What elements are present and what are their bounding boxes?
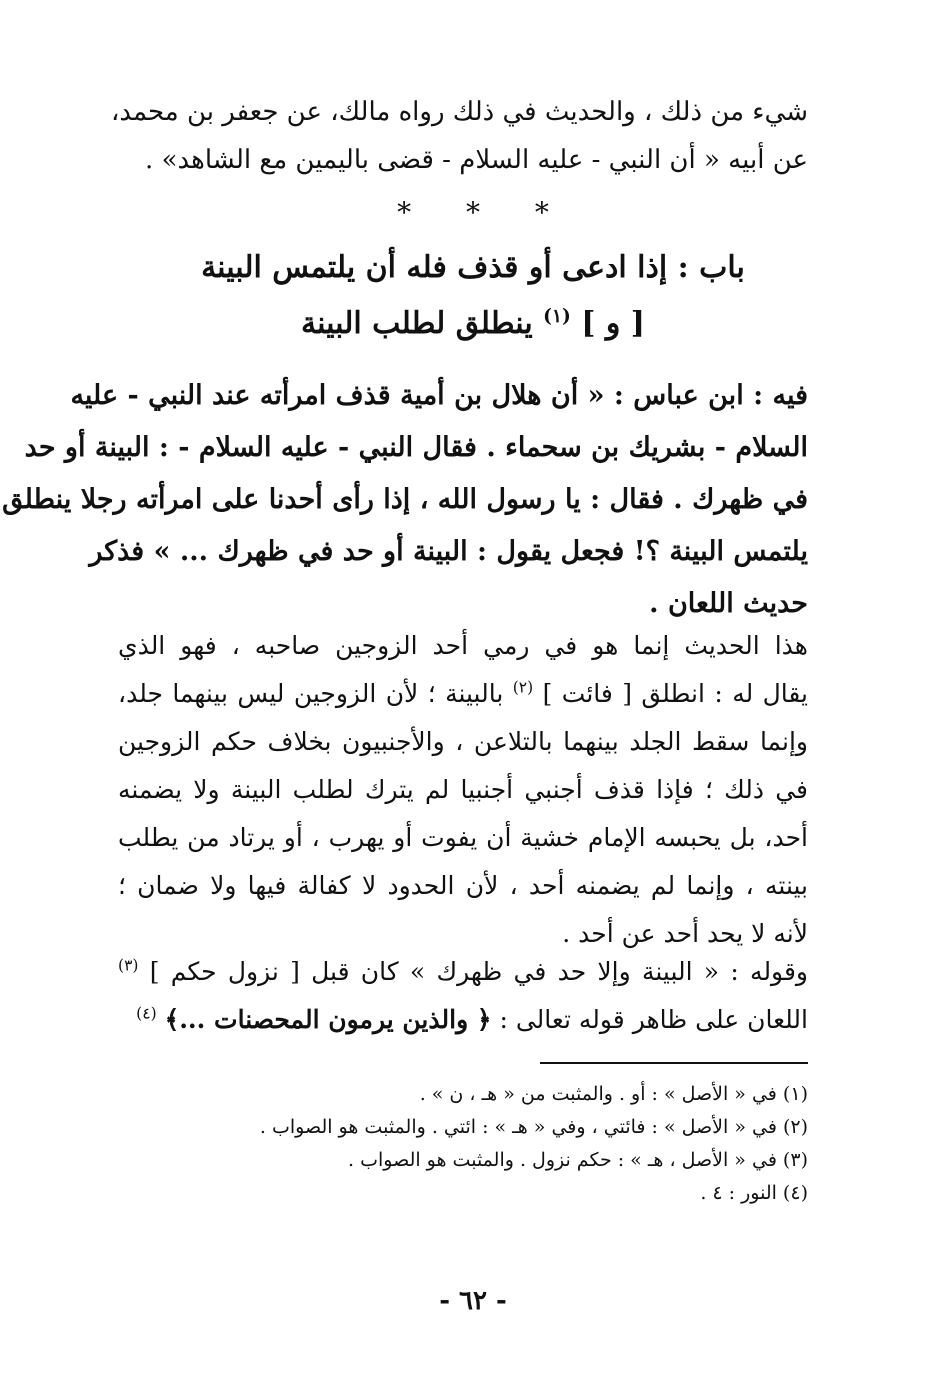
hadith-line-1: فيه : ابن عباس : « أن هلال بن أمية قذف امرأته عند النبي - عليه (70, 380, 808, 411)
comment-line-4: في ذلك ؛ فإذا قذف أجنبي أجنبيا لم يترك لطلب البينة ولا يضمنه (118, 775, 808, 804)
comment-line-5: أحد، بل يحبسه الإمام خشية أن يفوت أو يهرب ، أو يرتاد من يطلب (118, 823, 808, 852)
qawl-line-2-text: اللعان على ظاهر قوله تعالى : (499, 1005, 808, 1034)
heading-bracket: [ و ] (581, 306, 645, 341)
footnote-ref-3: (٣) (118, 956, 139, 975)
hadith-line-4: يلتمس البينة ؟! فجعل يقول : البينة أو حد في ظهرك ... » فذكر (89, 536, 808, 567)
qawl-paragraph (118, 948, 808, 1044)
hadith-line-2: السلام - بشريك بن سحماء . فقال النبي - عليه السلام - : البينة أو حد (24, 432, 808, 463)
section-separator: * * * (397, 196, 549, 229)
footnote-2: (٢) في « الأصل » : فائتي ، وفي « هـ » : ائتي . والمثبت هو الصواب . (259, 1116, 808, 1138)
quran-verse: ﴿ والذين يرمون المحصنات ...﴾ (164, 1005, 492, 1034)
intro-paragraph (110, 88, 808, 184)
page-number: - ٦٢ - (439, 1286, 507, 1316)
footnote-4: (٤) النور : ٤ . (700, 1182, 808, 1204)
hadith-line-5: حديث اللعان . (649, 588, 808, 619)
comment-line-7: لأنه لا يحد أحد عن أحد . (562, 919, 808, 948)
footnote-1: (١) في « الأصل » : أو . والمثبت من « هـ ، ن » . (419, 1083, 808, 1105)
qawl-line-2 (118, 996, 808, 1044)
hadith-line-3: في ظهرك . فقال : يا رسول الله ، إذا رأى أحدنا على امرأته رجلا ينطلق (2, 484, 808, 515)
footnotes (118, 1078, 808, 1210)
footnote-3: (٣) في « الأصل ، هـ » : حكم نزول . والمثبت هو الصواب . (348, 1149, 808, 1171)
qawl-line-1 (118, 948, 808, 996)
intro-line-1: شيء من ذلك ، والحديث في ذلك رواه مالك، عن جعفر بن محمد، (110, 97, 808, 127)
comment-line-6: بينته ، وإنما لم يضمنه أحد ، لأن الحدود لا كفالة فيها ولا ضمان ؛ (118, 871, 808, 900)
hadith-paragraph (2, 370, 808, 630)
qawl-line-1-text: وقوله : « البينة وإلا حد في ظهرك » كان قبل [ نزول حكم ] (149, 957, 808, 986)
footnote-divider (540, 1062, 808, 1064)
comment-line-2 (118, 670, 808, 718)
chapter-heading-line-1: باب : إذا ادعى أو قذف فله أن يلتمس البينة (201, 250, 745, 285)
commentary-paragraph (118, 622, 808, 958)
footnote-ref-2: (٢) (512, 678, 534, 697)
chapter-heading-line-2 (0, 306, 946, 341)
comment-line-3: وإنما سقط الجلد بينهما بالتلاعن ، والأجنبيون بخلاف حكم الزوجين (118, 727, 808, 756)
comment-line-2-a: يقال له : انطلق [ فائت ] (542, 679, 809, 708)
heading-rest: ينطلق لطلب البينة (300, 306, 533, 341)
footnote-ref-4: (٤) (136, 1004, 157, 1023)
comment-line-1: هذا الحديث إنما هو في رمي أحد الزوجين صاحبه ، فهو الذي (118, 631, 808, 660)
intro-line-2: عن أبيه « أن النبي - عليه السلام - قضى باليمين مع الشاهد» . (145, 145, 808, 175)
footnote-ref-1: (١) (543, 306, 571, 327)
comment-line-2-b: بالبينة ؛ لأن الزوجين ليس بينهما جلد، (118, 679, 504, 708)
